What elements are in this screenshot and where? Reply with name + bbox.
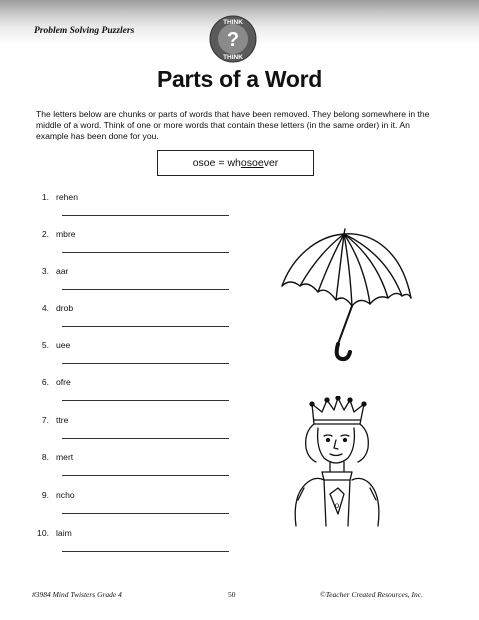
example-chunk: osoe [192,157,216,169]
umbrella-icon [278,228,415,364]
example-word-match: osoe [240,157,264,169]
item-number: 6. [41,377,49,387]
svg-text:?: ? [226,29,240,51]
item-number: 7. [41,415,49,425]
item-chunk: ttre [56,415,69,425]
example-word-start: wh [227,157,241,169]
puzzle-item [32,303,232,333]
example-word-end: ver [263,157,279,169]
answer-line[interactable] [62,326,229,327]
puzzle-item [32,452,232,482]
example-box [157,150,314,176]
queen-icon [286,396,386,536]
puzzle-item [32,192,232,222]
puzzle-item [32,340,232,370]
example-equals: = [215,157,228,169]
item-number: 2. [41,229,49,239]
item-chunk: laim [56,528,72,538]
item-number: 1. [41,192,49,202]
item-number: 10. [37,528,49,538]
puzzle-item [32,229,232,259]
item-chunk: uee [56,340,71,350]
series-title: Problem Solving Puzzlers [34,26,135,36]
item-chunk: aar [56,266,69,276]
item-chunk: rehen [56,192,78,202]
footer-book-title: #3984 Mind Twisters Grade 4 [32,590,122,599]
item-chunk: ncho [56,490,75,500]
think-badge-icon [208,14,258,64]
item-chunk: mert [56,452,74,462]
badge-bottom-text: THINK [223,54,243,61]
answer-line[interactable] [62,475,229,476]
answer-line[interactable] [62,513,229,514]
item-number: 8. [41,452,49,462]
puzzle-item [32,528,232,558]
answer-line[interactable] [62,438,229,439]
page-number: 50 [228,590,236,599]
puzzle-item [32,415,232,445]
puzzle-item [32,490,232,520]
answer-line[interactable] [62,400,229,401]
item-number: 3. [41,266,49,276]
item-number: 9. [41,490,49,500]
answer-line[interactable] [62,363,229,364]
item-number: 4. [41,303,49,313]
page-title: Parts of a Word [156,66,323,92]
svg-text:o: o [334,501,340,510]
item-chunk: ofre [56,377,71,387]
badge-top-text: THINK [223,19,243,26]
instructions: The letters below are chunks or parts of words that have been removed. They belong somewhere in the middle of a word. Think of one or more words that contain these letters (in the same order) in it. An example has been done for you. [36,109,430,141]
puzzle-item [32,266,232,296]
answer-line[interactable] [62,289,229,290]
item-chunk: drob [56,303,74,313]
answer-line[interactable] [62,252,229,253]
item-number: 5. [41,340,49,350]
answer-line[interactable] [62,551,229,552]
item-chunk: mbre [56,229,76,239]
footer-copyright: ©Teacher Created Resources, Inc. [320,590,423,599]
puzzle-item [32,377,232,407]
answer-line[interactable] [62,215,229,216]
